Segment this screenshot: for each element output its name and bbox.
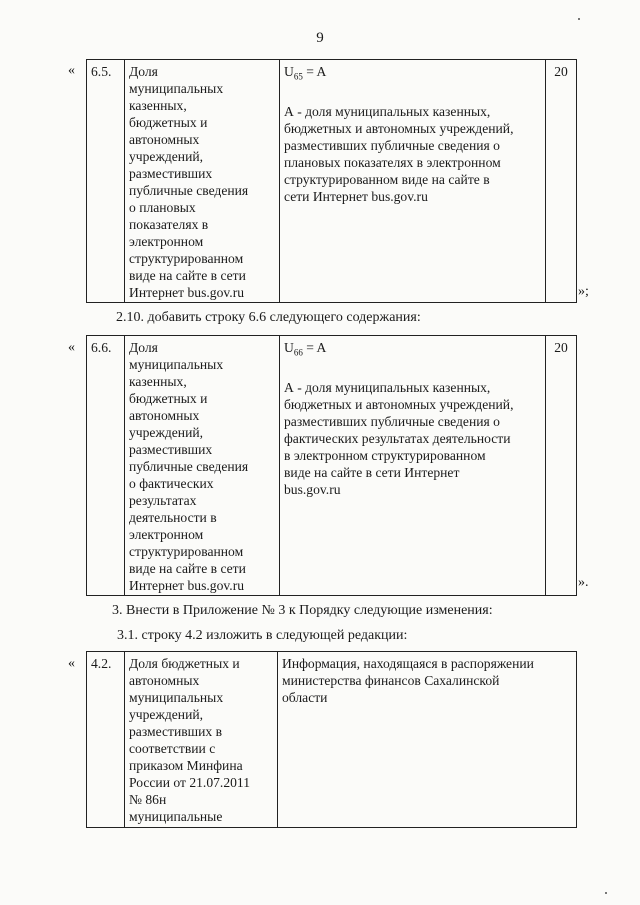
row-4-2-table — [86, 651, 577, 828]
formula-description: А - доля муниципальных казенных, бюджетных и автономных учреждений, разместивших публичные сведения о плановых показателях в электронном структурированном виде на сайте в сети Интернет bus.gov.ru — [284, 103, 514, 204]
formula-cell — [280, 60, 546, 303]
row-number-cell — [87, 652, 125, 828]
row-number-cell — [87, 336, 125, 596]
opening-quote: « — [68, 63, 75, 78]
indicator-name: Доля бюджетных и автономных муниципальных учреждений, разместивших в соответствии с приказом Минфина России от 21.07.2011 № 86н муниципальные — [129, 656, 250, 824]
score-value: 20 — [554, 340, 568, 355]
page-number: 9 — [316, 30, 324, 46]
score-value: 20 — [554, 64, 568, 79]
opening-quote: « — [68, 656, 75, 671]
formula: $U_{66} = A$ — [284, 340, 327, 358]
paragraph-2-10: 2.10. добавить строку 6.6 следующего содержания: — [116, 310, 421, 325]
information-source: Информация, находящаяся в распоряжении министерства финансов Сахалинской области — [282, 656, 534, 705]
closing-quote: »; — [578, 284, 589, 299]
formula-description: А - доля муниципальных казенных, бюджетных и автономных учреждений, разместивших публичные сведения о фактических результатах деятельности в электронном структурированном виде на сайте в сети Интернет bus.gov.ru — [284, 379, 514, 497]
row-number: 6.5. — [91, 64, 112, 79]
row-number: 6.6. — [91, 340, 112, 355]
row-number: 4.2. — [91, 656, 112, 671]
indicator-name-cell — [125, 60, 280, 303]
scan-speck — [605, 892, 607, 894]
paragraph-3-1: 3.1. строку 4.2 изложить в следующей редакции: — [117, 628, 408, 643]
indicator-name: Доля муниципальных казенных, бюджетных и автономных учреждений, разместивших публичные сведения о фактических результатах деятельности в электронном структурированном виде на сайте в сети Интернет bus.gov.ru — [129, 340, 249, 593]
indicator-name-cell — [125, 652, 278, 828]
paragraph-3: 3. Внести в Приложение № 3 к Порядку следующие изменения: — [112, 603, 493, 618]
formula-cell — [280, 336, 546, 596]
information-source-cell — [278, 652, 577, 828]
indicator-name: Доля муниципальных казенных, бюджетных и автономных учреждений, разместивших публичные сведения о плановых показателях в электронном структурированном виде на сайте в сети Интернет bus.gov.ru — [129, 64, 249, 300]
score-cell — [546, 60, 577, 303]
row-6-5-table — [86, 59, 577, 303]
indicator-name-cell — [125, 336, 280, 596]
row-number-cell — [87, 60, 125, 303]
scan-speck — [578, 18, 580, 20]
score-cell — [546, 336, 577, 596]
closing-quote: ». — [578, 575, 589, 590]
row-6-6-table — [86, 335, 577, 596]
opening-quote: « — [68, 340, 75, 355]
formula: $U_{65} = A$ — [284, 64, 327, 82]
